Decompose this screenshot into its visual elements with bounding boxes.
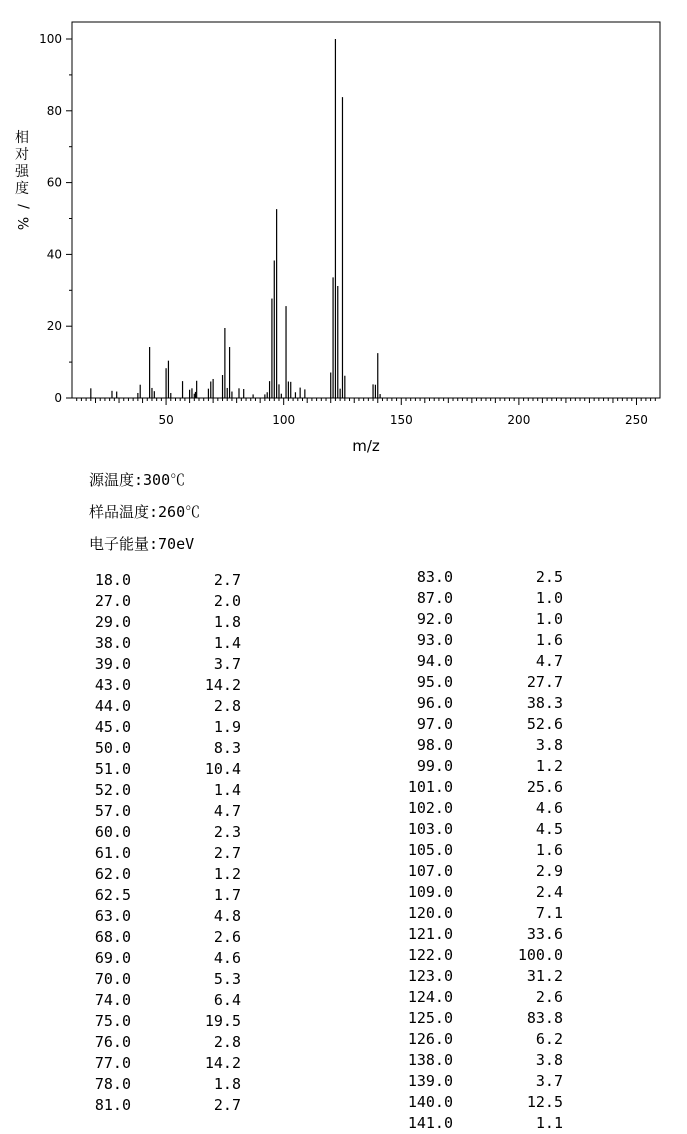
mz-value: 50.0 <box>94 739 131 757</box>
mz-value: 44.0 <box>94 697 131 715</box>
x-tick-label: 50 <box>158 413 174 427</box>
relative-abundance: 3.7 <box>213 655 241 673</box>
y-axis-label-char: 度 <box>15 181 29 197</box>
mz-value: 38.0 <box>94 634 131 652</box>
table-row <box>0 714 563 735</box>
mz-value: 120.0 <box>407 904 453 922</box>
mz-value: 138.0 <box>407 1051 453 1069</box>
mz-value: 75.0 <box>94 1012 131 1030</box>
table-row <box>0 651 563 672</box>
relative-abundance: 1.6 <box>535 631 563 649</box>
mz-value: 60.0 <box>94 823 131 841</box>
x-tick-label: 200 <box>507 413 531 427</box>
mz-value: 105.0 <box>407 841 453 859</box>
mz-value: 45.0 <box>94 718 131 736</box>
table-row <box>0 966 563 987</box>
relative-abundance: 1.2 <box>213 865 241 883</box>
mass-spectrum-chart <box>0 0 687 460</box>
relative-abundance: 12.5 <box>526 1093 563 1111</box>
relative-abundance: 8.3 <box>213 739 241 757</box>
table-row <box>0 1071 563 1092</box>
mz-value: 140.0 <box>407 1093 453 1111</box>
relative-abundance: 38.3 <box>526 694 563 712</box>
table-row <box>0 1029 563 1050</box>
table-row <box>0 1050 563 1071</box>
mz-value: 95.0 <box>416 673 453 691</box>
mz-value: 62.0 <box>94 865 131 883</box>
mz-value: 139.0 <box>407 1072 453 1090</box>
table-row <box>0 924 563 945</box>
y-axis-label <box>13 130 31 232</box>
mz-value: 83.0 <box>416 568 453 586</box>
mz-value: 27.0 <box>94 592 131 610</box>
relative-abundance: 27.7 <box>526 673 563 691</box>
y-axis-label-char: 相 <box>15 130 29 146</box>
y-tick-label: 20 <box>46 319 62 334</box>
relative-abundance: 19.5 <box>204 1012 241 1030</box>
relative-abundance: 2.4 <box>535 883 563 901</box>
mz-value: 18.0 <box>94 571 131 589</box>
relative-abundance: 4.7 <box>213 802 241 820</box>
table-row <box>0 861 563 882</box>
relative-abundance: 2.5 <box>535 568 563 586</box>
table-row <box>0 903 563 924</box>
x-tick-label: 250 <box>625 413 648 427</box>
relative-abundance: 2.7 <box>213 844 241 862</box>
table-row <box>0 567 563 588</box>
table-row <box>0 798 563 819</box>
table-row <box>0 693 563 714</box>
table-row <box>0 819 563 840</box>
x-tick-label: 100 <box>272 413 296 427</box>
relative-abundance: 1.7 <box>213 886 241 904</box>
x-tick-label: 150 <box>389 413 413 427</box>
relative-abundance: 1.1 <box>535 1114 563 1132</box>
y-axis-label-text <box>15 130 29 231</box>
plot-frame <box>72 22 660 398</box>
relative-abundance: 52.6 <box>526 715 563 733</box>
table-row <box>0 630 563 651</box>
y-axis-label-char: 强 <box>15 164 29 180</box>
table-row <box>0 987 563 1008</box>
y-axis-label-char: 对 <box>15 147 29 163</box>
relative-abundance: 6.4 <box>213 991 241 1009</box>
peak-bars <box>91 39 380 398</box>
peak-table-right <box>0 567 563 1134</box>
relative-abundance: 2.7 <box>213 571 241 589</box>
relative-abundance: 31.2 <box>526 967 563 985</box>
y-tick-label: 80 <box>46 103 62 118</box>
mz-value: 109.0 <box>407 883 453 901</box>
mz-value: 62.5 <box>94 886 131 904</box>
mz-value: 102.0 <box>407 799 453 817</box>
mz-value: 29.0 <box>94 613 131 631</box>
mz-value: 124.0 <box>407 988 453 1006</box>
relative-abundance: 2.6 <box>535 988 563 1006</box>
table-row <box>0 735 563 756</box>
mz-value: 69.0 <box>94 949 131 967</box>
relative-abundance: 2.0 <box>213 592 241 610</box>
relative-abundance: 4.6 <box>213 949 241 967</box>
relative-abundance: 3.8 <box>535 1051 563 1069</box>
mz-value: 63.0 <box>94 907 131 925</box>
relative-abundance: 1.0 <box>535 589 563 607</box>
relative-abundance: 2.3 <box>213 823 241 841</box>
mz-value: 77.0 <box>94 1054 131 1072</box>
y-tick-label: 40 <box>46 247 62 262</box>
y-tick-label: 0 <box>54 391 62 405</box>
relative-abundance: 1.6 <box>535 841 563 859</box>
relative-abundance: 1.4 <box>213 634 241 652</box>
table-row <box>0 756 563 777</box>
electron-energy: 电子能量:70eV <box>89 535 195 553</box>
y-tick-label: 100 <box>39 32 62 46</box>
sample-temperature: 样品温度:260℃ <box>89 503 201 521</box>
table-row <box>0 588 563 609</box>
table-row <box>0 945 563 966</box>
mz-value: 94.0 <box>416 652 453 670</box>
x-axis-label: m/z <box>352 437 380 455</box>
mz-value: 68.0 <box>94 928 131 946</box>
table-row <box>0 1113 563 1134</box>
relative-abundance: 14.2 <box>204 676 241 694</box>
mz-value: 107.0 <box>407 862 453 880</box>
relative-abundance: 14.2 <box>204 1054 241 1072</box>
relative-abundance: 1.2 <box>535 757 563 775</box>
mz-value: 93.0 <box>416 631 453 649</box>
relative-abundance: 3.7 <box>535 1072 563 1090</box>
relative-abundance: 2.6 <box>213 928 241 946</box>
relative-abundance: 25.6 <box>526 778 563 796</box>
relative-abundance: 4.7 <box>535 652 563 670</box>
relative-abundance: 7.1 <box>535 904 563 922</box>
mz-value: 141.0 <box>407 1114 453 1132</box>
y-axis-ticks <box>39 32 72 405</box>
y-tick-label: 60 <box>46 175 62 190</box>
mz-value: 81.0 <box>94 1096 131 1114</box>
table-row <box>0 1092 563 1113</box>
table-row <box>0 777 563 798</box>
relative-abundance: 1.4 <box>213 781 241 799</box>
table-row <box>0 882 563 903</box>
relative-abundance: 83.8 <box>526 1009 563 1027</box>
table-row <box>0 840 563 861</box>
mz-value: 70.0 <box>94 970 131 988</box>
relative-abundance: 2.7 <box>213 1096 241 1114</box>
source-temperature: 源温度:300℃ <box>89 471 186 489</box>
relative-abundance: 2.8 <box>213 697 241 715</box>
relative-abundance: 2.9 <box>535 862 563 880</box>
mz-value: 97.0 <box>416 715 453 733</box>
relative-abundance: 4.6 <box>535 799 563 817</box>
mz-value: 125.0 <box>407 1009 453 1027</box>
relative-abundance: 10.4 <box>204 760 241 778</box>
mz-value: 92.0 <box>416 610 453 628</box>
mz-value: 96.0 <box>416 694 453 712</box>
mz-value: 57.0 <box>94 802 131 820</box>
relative-abundance: 3.8 <box>535 736 563 754</box>
relative-abundance: 4.5 <box>535 820 563 838</box>
relative-abundance: 6.2 <box>535 1030 563 1048</box>
relative-abundance: 1.8 <box>213 1075 241 1093</box>
mz-value: 78.0 <box>94 1075 131 1093</box>
mz-value: 98.0 <box>416 736 453 754</box>
mz-value: 122.0 <box>407 946 453 964</box>
mz-value: 61.0 <box>94 844 131 862</box>
mz-value: 51.0 <box>94 760 131 778</box>
y-axis-label-char: % <box>14 216 31 231</box>
relative-abundance: 1.9 <box>213 718 241 736</box>
mz-value: 101.0 <box>407 778 453 796</box>
y-axis-label-char: / <box>14 204 31 209</box>
relative-abundance: 33.6 <box>526 925 563 943</box>
mz-value: 43.0 <box>94 676 131 694</box>
relative-abundance: 2.8 <box>213 1033 241 1051</box>
mz-value: 39.0 <box>94 655 131 673</box>
relative-abundance: 100.0 <box>517 946 563 964</box>
mz-value: 121.0 <box>407 925 453 943</box>
mz-value: 99.0 <box>416 757 453 775</box>
table-row <box>0 672 563 693</box>
relative-abundance: 5.3 <box>213 970 241 988</box>
mz-value: 74.0 <box>94 991 131 1009</box>
mz-value: 123.0 <box>407 967 453 985</box>
mz-value: 76.0 <box>94 1033 131 1051</box>
relative-abundance: 1.8 <box>213 613 241 631</box>
x-axis-ticks <box>77 398 656 427</box>
relative-abundance: 4.8 <box>213 907 241 925</box>
mz-value: 52.0 <box>94 781 131 799</box>
table-row <box>0 609 563 630</box>
mz-value: 87.0 <box>416 589 453 607</box>
mz-value: 126.0 <box>407 1030 453 1048</box>
mz-value: 103.0 <box>407 820 453 838</box>
table-row <box>0 1008 563 1029</box>
relative-abundance: 1.0 <box>535 610 563 628</box>
